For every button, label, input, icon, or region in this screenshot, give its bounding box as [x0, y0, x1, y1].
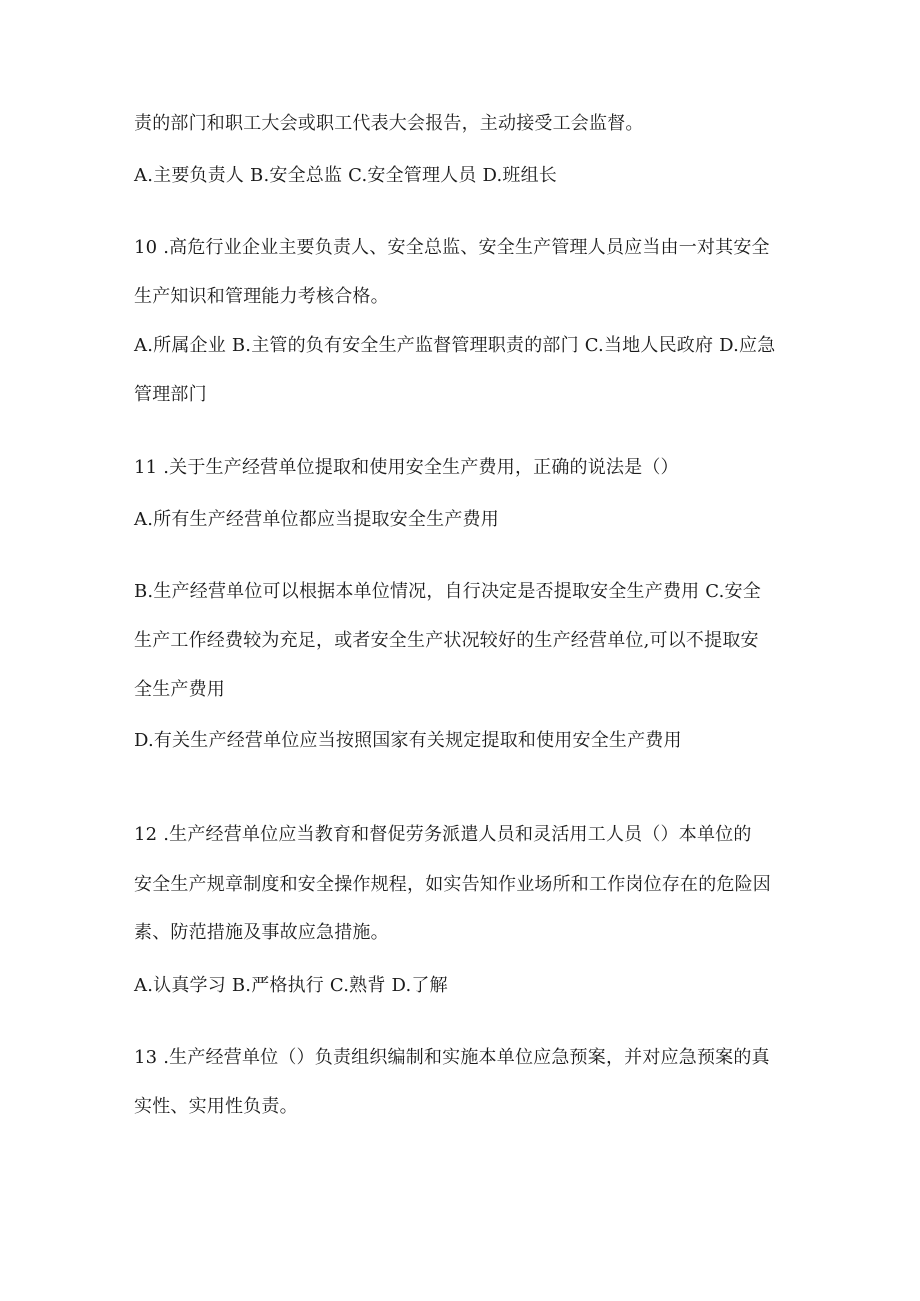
question-11-option-c-line-2: 全生产费用: [134, 679, 225, 700]
question-10-options-line-2: 管理部门: [134, 384, 207, 405]
question-11-option-a: A.所有生产经营单位都应当提取安全生产费用: [134, 509, 499, 530]
question-11-line: 11 .关于生产经营单位提取和使用安全生产费用，正确的说法是（）: [134, 457, 679, 478]
question-13-line-2: 实性、实用性负责。: [134, 1096, 298, 1117]
question-11-option-d: D.有关生产经营单位应当按照国家有关规定提取和使用安全生产费用: [134, 730, 682, 751]
text-line-1: 责的部门和职工大会或职工代表大会报告，主动接受工会监督。: [134, 113, 644, 134]
question-12-options: A.认真学习 B.严格执行 C.熟背 D.了解: [134, 975, 448, 996]
question-12-line-1: 12 .生产经营单位应当教育和督促劳务派遣人员和灵活用工人员（）本单位的: [134, 824, 752, 845]
question-10-options-line-1: A.所属企业 B.主管的负有安全生产监督管理职责的部门 C.当地人民政府 D.应急: [134, 335, 776, 356]
text-line-2: A.主要负责人 B.安全总监 C.安全管理人员 D.班组长: [134, 165, 557, 186]
question-11-option-b: B.生产经营单位可以根据本单位情况，自行决定是否提取安全生产费用 C.安全: [134, 581, 761, 602]
question-12-line-2: 安全生产规章制度和安全操作规程，如实告知作业场所和工作岗位存在的危险因: [134, 874, 771, 895]
question-10-line-2: 生产知识和管理能力考核合格。: [134, 286, 389, 307]
question-12-line-3: 素、防范措施及事故应急措施。: [134, 922, 389, 943]
question-10-line-1: 10 .高危行业企业主要负责人、安全总监、安全生产管理人员应当由一对其安全: [134, 237, 770, 258]
question-11-option-c-line-1: 生产工作经费较为充足，或者安全生产状况较好的生产经营单位,可以不提取安: [134, 630, 759, 651]
question-13-line-1: 13 .生产经营单位（）负责组织编制和实施本单位应急预案，并对应急预案的真: [134, 1047, 770, 1068]
